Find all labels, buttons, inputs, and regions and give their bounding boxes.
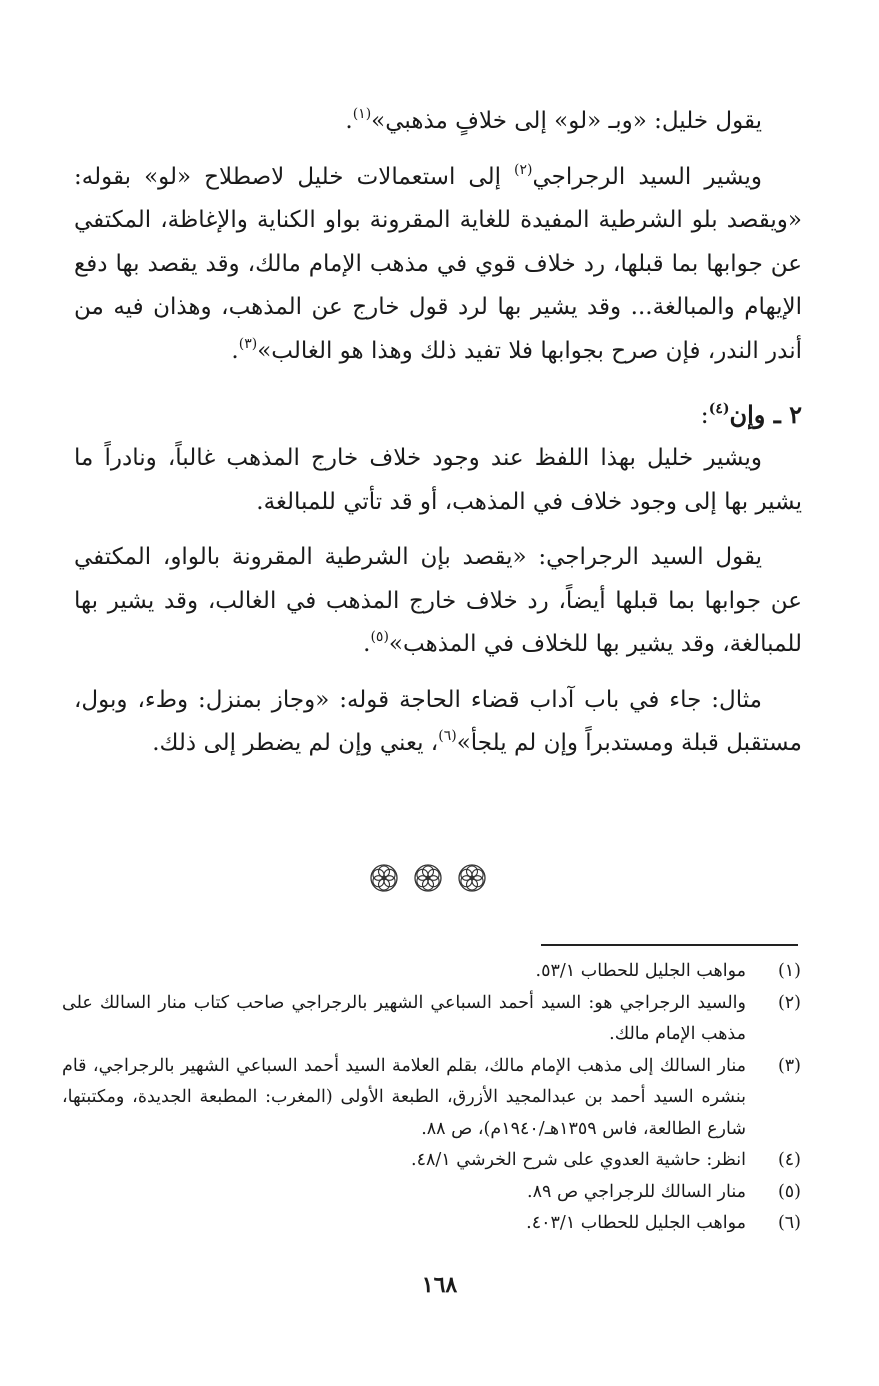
paragraph-2 bbox=[74, 156, 802, 374]
paragraph-5-text-b: ، يعني وإن لم يضطر إلى ذلك. bbox=[152, 730, 439, 756]
section-heading-colon: : bbox=[700, 401, 709, 429]
footnote bbox=[62, 1145, 801, 1177]
section-ornament bbox=[0, 854, 879, 904]
footnotes bbox=[62, 956, 801, 1240]
footnote-ref-2[interactable]: (٢) bbox=[514, 161, 533, 178]
paragraph-4-text: يقول السيد الرجراجي: «يقصد بإن الشرطية المقرونة بالواو، المكتفي عن جوابها بما قبلها أيضاً، رد خلاف خارج المذهب في الغالب، وقد يشير بها للمبالغة، وقد يشير بها للخلاف في المذهب» bbox=[74, 544, 802, 657]
footnote-text: منار السالك إلى مذهب الإمام مالك، بقلم العلامة السيد أحمد السباعي الشهير بالرجراجي، قام بنشره السيد أحمد بن عبدالمجيد الأزرق، الطبعة الأولى (المغرب: المطبعة الجديدة، ومكتبتها، شارع الطالعة، فاس ١٣٥٩هـ/١٩٤٠م)، ص ٨٨. bbox=[62, 1055, 746, 1139]
footnote-text: منار السالك للرجراجي ص ٨٩. bbox=[527, 1181, 746, 1202]
footnote-text: مواهب الجليل للحطاب ٥٣/١. bbox=[535, 961, 746, 981]
paragraph-1 bbox=[74, 100, 802, 144]
footnote bbox=[62, 988, 801, 1051]
main-text bbox=[74, 100, 802, 766]
section-heading bbox=[74, 393, 802, 437]
paragraph-2-tail: . bbox=[231, 337, 239, 364]
footnote-number: (٥) bbox=[777, 1181, 801, 1202]
footnote-ref-1[interactable]: (١) bbox=[352, 106, 372, 122]
paragraph-1-text: يقول خليل: «وبـ «لو» إلى خلافٍ مذهبي» bbox=[371, 108, 762, 134]
footnote-ref-4[interactable]: (٤) bbox=[708, 401, 730, 417]
flower-ornament-icon bbox=[371, 865, 397, 891]
footnote-ref-3[interactable]: (٣) bbox=[238, 335, 258, 352]
paragraph-2-text-a: ويشير السيد الرجراجي bbox=[532, 163, 763, 190]
footnote bbox=[62, 1208, 801, 1240]
footnote-text: انظر: حاشية العدوي على شرح الخرشي ٤٨/١. bbox=[411, 1150, 746, 1170]
footnote-number: (١) bbox=[777, 961, 801, 981]
footnote-number: (٤) bbox=[777, 1150, 801, 1170]
page-number: ١٦٨ bbox=[421, 1272, 458, 1298]
paragraph-1-tail: . bbox=[345, 108, 353, 134]
footnote bbox=[62, 956, 801, 988]
footnote-number: (٦) bbox=[777, 1213, 801, 1233]
flower-ornament-icon bbox=[459, 865, 485, 891]
footnote bbox=[62, 1051, 801, 1146]
footnote-number: (٣) bbox=[777, 1055, 801, 1076]
paragraph-4 bbox=[74, 536, 802, 667]
paragraph-2-text-b: إلى استعمالات خليل لاصطلاح «لو» بقوله: «ويقصد بلو الشرطية المفيدة للغاية المقرونة بواو الكناية والإغاظة، المكتفي عن جوابها بما قبلها، رد خلاف قوي في مذهب الإمام مالك، وقد يقصد بها دفع الإيهام والمبالغة... وقد يشير بها لرد قول خارج عن المذهب، وهذان فيه من أندر الندر، فإن صرح بجوابها فلا تفيد ذلك وهذا هو الغالب» bbox=[74, 163, 802, 364]
footnote-text: والسيد الرجراجي هو: السيد أحمد السباعي الشهير بالرجراجي صاحب كتاب منار السالك على مذهب الإمام مالك. bbox=[62, 992, 746, 1044]
footnote-separator bbox=[541, 944, 798, 946]
footnote-text: مواهب الجليل للحطاب ٤٠٣/١. bbox=[526, 1213, 746, 1233]
footnote-ref-5[interactable]: (٥) bbox=[370, 629, 389, 645]
ornament-svg bbox=[0, 854, 879, 904]
section-heading-text: ٢ ـ وإن bbox=[729, 400, 802, 429]
footnote-ref-6[interactable]: (٦) bbox=[438, 728, 457, 744]
paragraph-4-tail: . bbox=[363, 631, 371, 657]
paragraph-5 bbox=[74, 679, 802, 766]
footnote bbox=[62, 1177, 801, 1209]
footnote-number: (٢) bbox=[777, 992, 801, 1013]
paragraph-5-text-a: مثال: جاء في باب آداب قضاء الحاجة قوله: «وجاز بمنزل: وطء، وبول، مستقبل قبلة ومستدبراً وإن لم يلجأ» bbox=[74, 686, 802, 756]
paragraph-3: ويشير خليل بهذا اللفظ عند وجود خلاف خارج المذهب غالباً، ونادراً ما يشير بها إلى وجود خلاف في المذهب، أو قد تأتي للمبالغة. bbox=[74, 445, 802, 515]
flower-ornament-icon bbox=[415, 865, 441, 891]
